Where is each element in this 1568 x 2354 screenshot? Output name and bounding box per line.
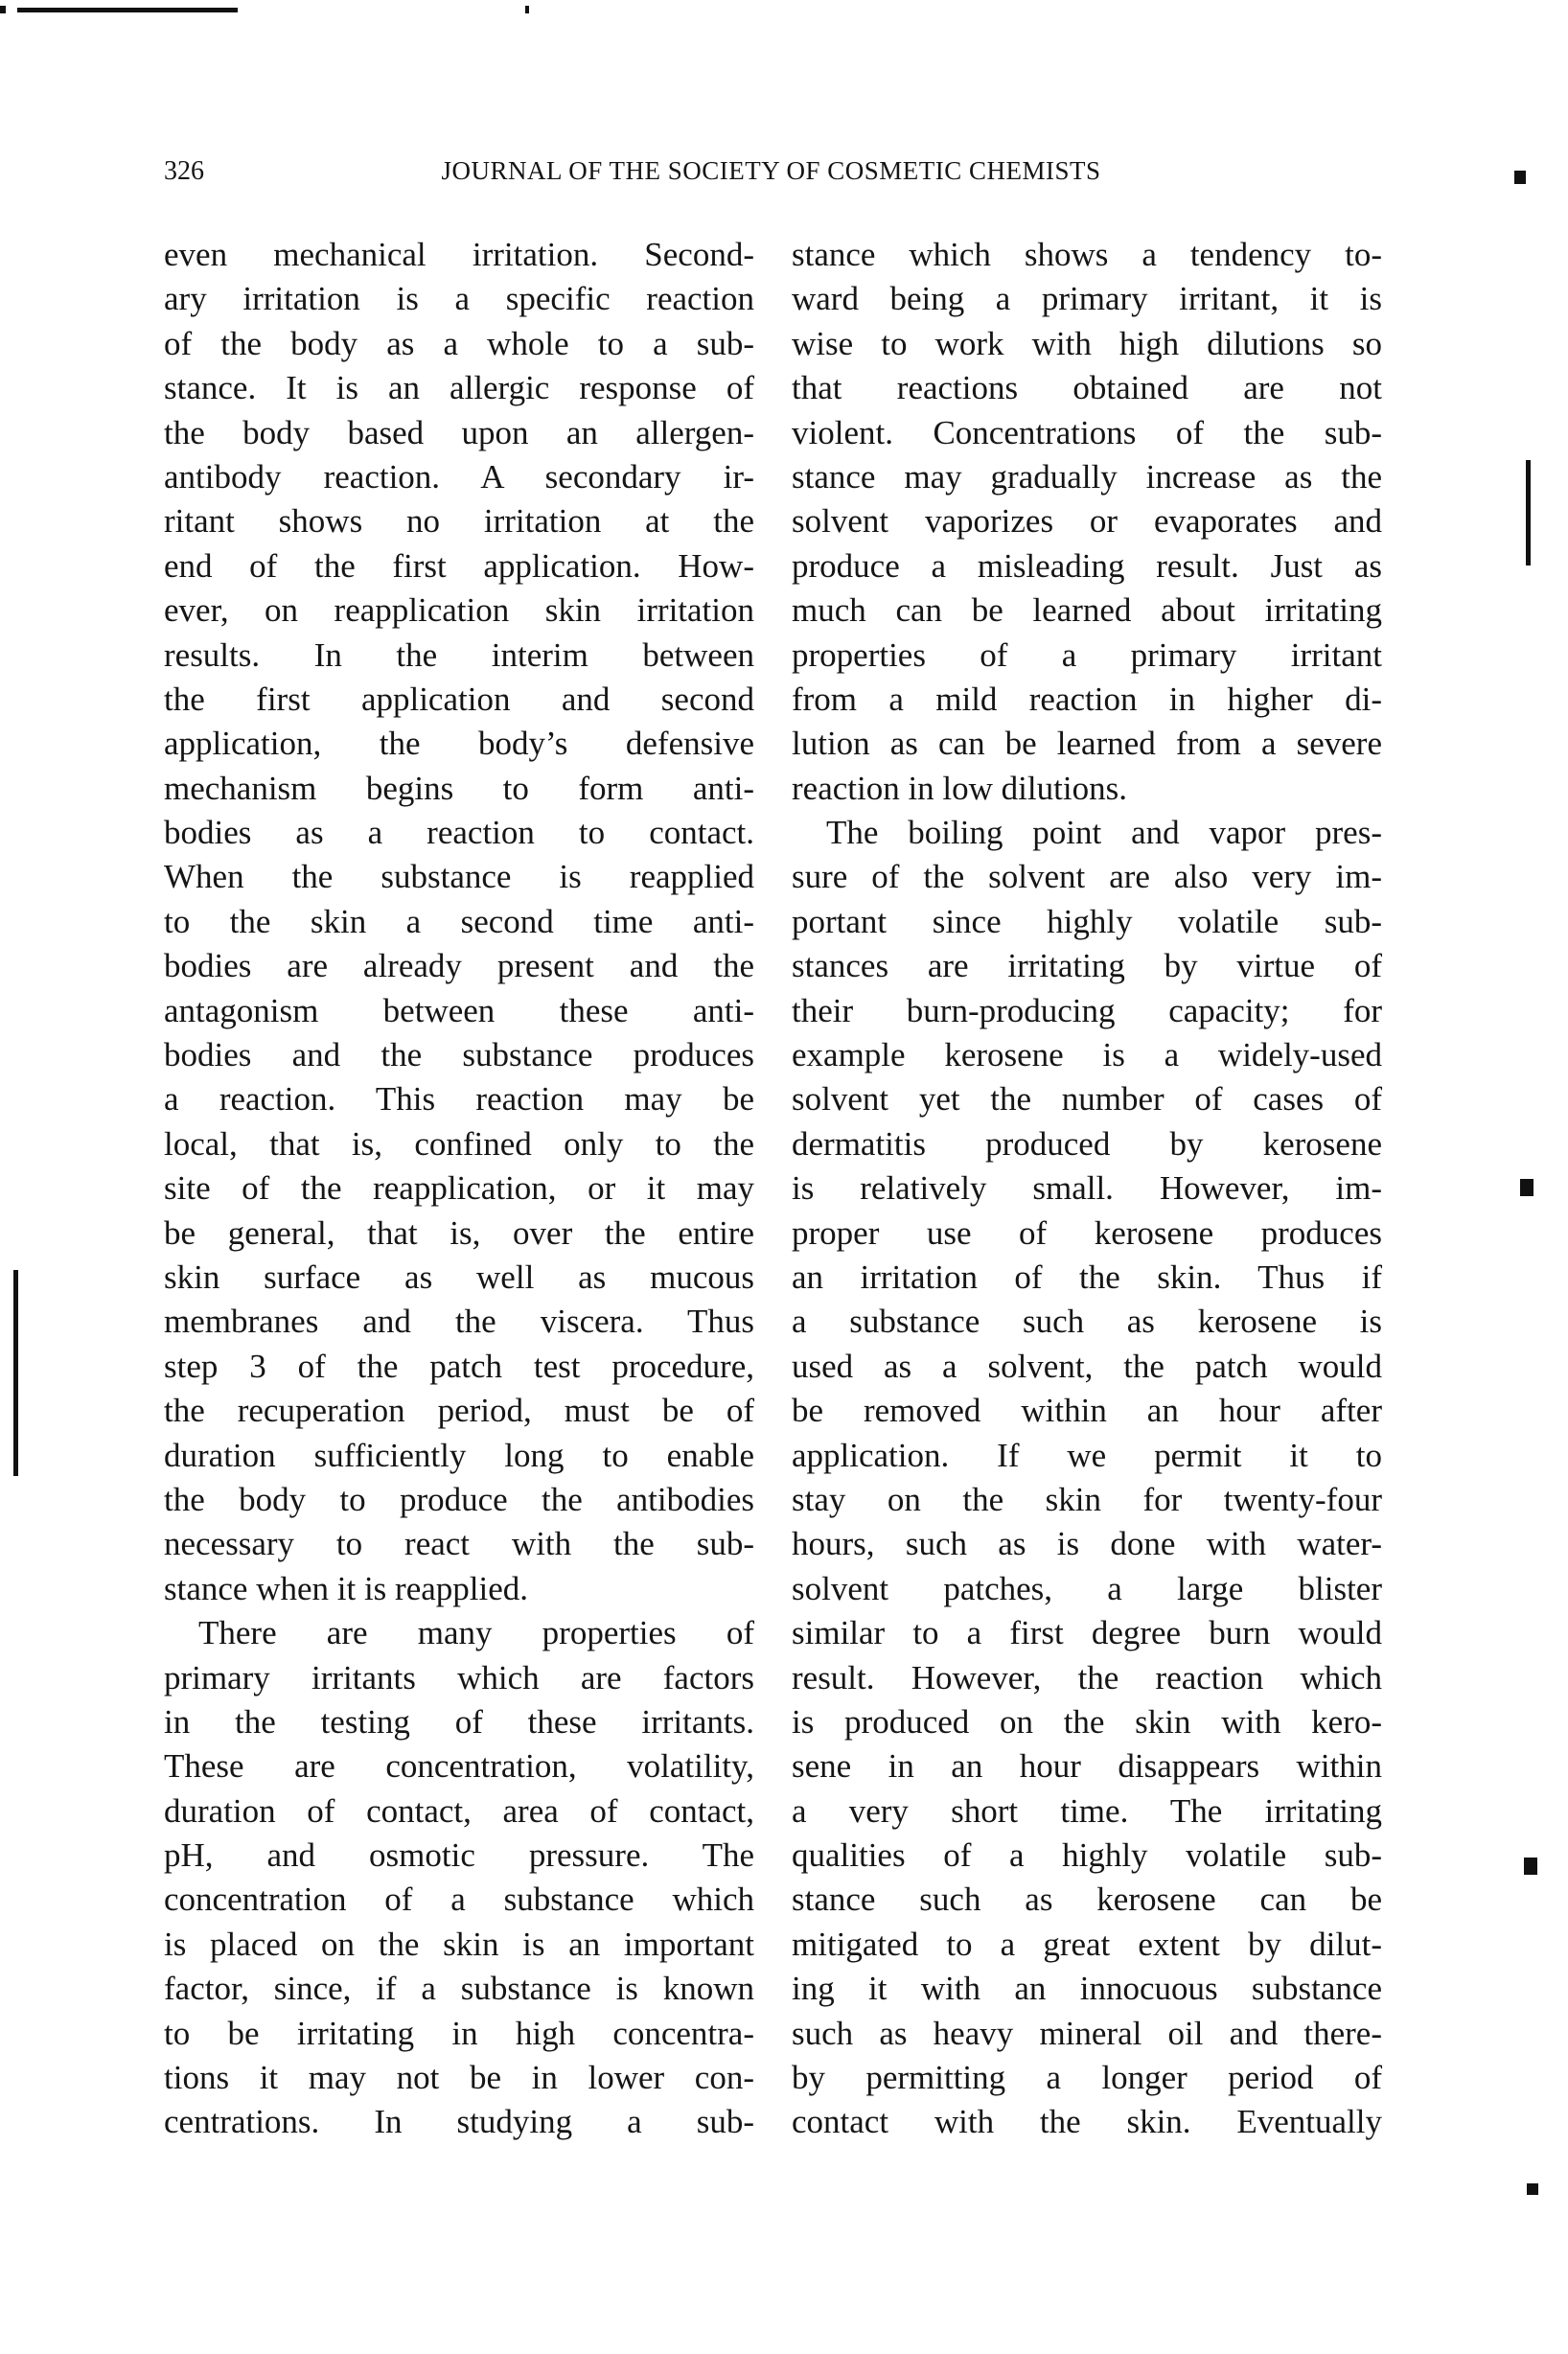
text-line: stance may gradually increase as the bbox=[792, 457, 1382, 496]
text-line: of the body as a whole to a sub- bbox=[164, 324, 754, 362]
text-line: similar to a first degree burn would bbox=[792, 1614, 1382, 1652]
text-line: such as heavy mineral oil and there- bbox=[792, 2014, 1382, 2052]
text-line: pH, and osmotic pressure. The bbox=[164, 1836, 754, 1875]
text-line: sene in an hour disappears within bbox=[792, 1747, 1382, 1786]
text-line: factor, since, if a substance is known bbox=[164, 1970, 754, 2008]
text-line: ritant shows no irritation at the bbox=[164, 502, 754, 541]
text-line: their burn-producing capacity; for bbox=[792, 991, 1382, 1029]
text-line: These are concentration, volatility, bbox=[164, 1747, 754, 1786]
text-line: mechanism begins to form anti- bbox=[164, 769, 754, 807]
text-line: is placed on the skin is an important bbox=[164, 1925, 754, 1963]
text-line: site of the reapplication, or it may bbox=[164, 1169, 754, 1208]
text-line: dermatitis produced by kerosene bbox=[792, 1124, 1382, 1163]
scan-artifact-top-bar bbox=[17, 8, 238, 12]
text-line: in the testing of these irritants. bbox=[164, 1702, 754, 1741]
text-line: the body based upon an allergen- bbox=[164, 413, 754, 451]
text-line: bodies as a reaction to contact. bbox=[164, 814, 754, 852]
running-header: JOURNAL OF THE SOCIETY OF COSMETIC CHEMISTS bbox=[441, 156, 1101, 185]
text-line: be general, that is, over the entire bbox=[164, 1213, 754, 1252]
text-line: centrations. In studying a sub- bbox=[164, 2103, 754, 2141]
text-line: properties of a primary irritant bbox=[792, 635, 1382, 674]
text-line: skin surface as well as mucous bbox=[164, 1258, 754, 1296]
scan-artifact-left-bar bbox=[13, 1270, 18, 1476]
text-line: produce a misleading result. Just as bbox=[792, 546, 1382, 585]
text-line: qualities of a highly volatile sub- bbox=[792, 1836, 1382, 1875]
scan-artifact-right-arrow bbox=[1514, 171, 1526, 184]
text-line: a very short time. The irritating bbox=[792, 1791, 1382, 1830]
text-line: violent. Concentrations of the sub- bbox=[792, 413, 1382, 451]
text-line: mitigated to a great extent by dilut- bbox=[792, 1925, 1382, 1963]
text-line: a reaction. This reaction may be bbox=[164, 1080, 754, 1119]
text-line: ward being a primary irritant, it is bbox=[792, 280, 1382, 318]
text-line: the body to produce the antibodies bbox=[164, 1480, 754, 1518]
text-line: example kerosene is a widely-used bbox=[792, 1036, 1382, 1074]
text-line: sure of the solvent are also very im- bbox=[792, 858, 1382, 896]
text-line: an irritation of the skin. Thus if bbox=[792, 1258, 1382, 1296]
text-line: portant since highly volatile sub- bbox=[792, 902, 1382, 940]
text-line: ing it with an innocuous substance bbox=[792, 1970, 1382, 2008]
scan-artifact-right-bar bbox=[1526, 460, 1531, 565]
text-line: solvent patches, a large blister bbox=[792, 1569, 1382, 1607]
scan-artifact-top-left bbox=[0, 6, 6, 13]
text-line: bodies are already present and the bbox=[164, 947, 754, 985]
text-line: bodies and the substance produces bbox=[164, 1036, 754, 1074]
text-line: to the skin a second time anti- bbox=[164, 902, 754, 940]
text-line: stay on the skin for twenty-four bbox=[792, 1480, 1382, 1518]
text-line: When the substance is reapplied bbox=[164, 858, 754, 896]
scan-artifact-right-blob3 bbox=[1527, 2183, 1538, 2195]
text-line: application. If we permit it to bbox=[792, 1436, 1382, 1474]
text-line: contact with the skin. Eventually bbox=[792, 2103, 1382, 2141]
text-line: even mechanical irritation. Second- bbox=[164, 236, 754, 273]
text-line: stance when it is reapplied. bbox=[164, 1569, 529, 1607]
scan-artifact-right-blob1 bbox=[1520, 1179, 1533, 1196]
text-line: proper use of kerosene produces bbox=[792, 1213, 1382, 1252]
text-line: the first application and second bbox=[164, 680, 754, 718]
text-line: The boiling point and vapor pres- bbox=[826, 814, 1382, 852]
scan-artifact-right-blob2 bbox=[1524, 1858, 1537, 1875]
text-line: results. In the interim between bbox=[164, 635, 754, 674]
text-line: solvent yet the number of cases of bbox=[792, 1080, 1382, 1119]
scan-artifact-top-tick bbox=[525, 6, 529, 13]
text-line: stance. It is an allergic response of bbox=[164, 369, 754, 407]
text-line: primary irritants which are factors bbox=[164, 1658, 754, 1696]
text-line: necessary to react with the sub- bbox=[164, 1525, 754, 1563]
text-line: lution as can be learned from a severe bbox=[792, 725, 1382, 763]
text-line: by permitting a longer period of bbox=[792, 2059, 1382, 2097]
text-line: antibody reaction. A secondary ir- bbox=[164, 457, 754, 496]
text-line: stances are irritating by virtue of bbox=[792, 947, 1382, 985]
text-line: duration of contact, area of contact, bbox=[164, 1791, 754, 1830]
text-line: the recuperation period, must be of bbox=[164, 1392, 754, 1430]
text-line: hours, such as is done with water- bbox=[792, 1525, 1382, 1563]
right-column bbox=[792, 233, 1382, 2145]
text-line: is relatively small. However, im- bbox=[792, 1169, 1382, 1208]
text-line: stance which shows a tendency to- bbox=[792, 236, 1382, 273]
text-line: There are many properties of bbox=[198, 1614, 754, 1652]
text-line: step 3 of the patch test procedure, bbox=[164, 1347, 754, 1385]
page-number: 326 bbox=[164, 156, 204, 186]
text-line: ever, on reapplication skin irritation bbox=[164, 591, 754, 630]
left-column bbox=[164, 233, 754, 2145]
text-line: ary irritation is a specific reaction bbox=[164, 280, 754, 318]
text-line: antagonism between these anti- bbox=[164, 991, 754, 1029]
text-line: reaction in low dilutions. bbox=[792, 769, 1127, 807]
text-line: that reactions obtained are not bbox=[792, 369, 1382, 407]
text-line: stance such as kerosene can be bbox=[792, 1881, 1382, 1919]
text-line: local, that is, confined only to the bbox=[164, 1124, 754, 1163]
text-line: end of the first application. How- bbox=[164, 546, 754, 585]
text-line: result. However, the reaction which bbox=[792, 1658, 1382, 1696]
text-line: membranes and the viscera. Thus bbox=[164, 1303, 754, 1341]
text-line: is produced on the skin with kero- bbox=[792, 1702, 1382, 1741]
text-line: a substance such as kerosene is bbox=[792, 1303, 1382, 1341]
text-line: to be irritating in high concentra- bbox=[164, 2014, 754, 2052]
text-line: solvent vaporizes or evaporates and bbox=[792, 502, 1382, 541]
text-line: concentration of a substance which bbox=[164, 1881, 754, 1919]
text-line: wise to work with high dilutions so bbox=[792, 324, 1382, 362]
text-line: application, the body’s defensive bbox=[164, 725, 754, 763]
text-line: used as a solvent, the patch would bbox=[792, 1347, 1382, 1385]
text-line: duration sufficiently long to enable bbox=[164, 1436, 754, 1474]
text-line: much can be learned about irritating bbox=[792, 591, 1382, 630]
text-line: be removed within an hour after bbox=[792, 1392, 1382, 1430]
text-line: from a mild reaction in higher di- bbox=[792, 680, 1382, 718]
text-line: tions it may not be in lower con- bbox=[164, 2059, 754, 2097]
